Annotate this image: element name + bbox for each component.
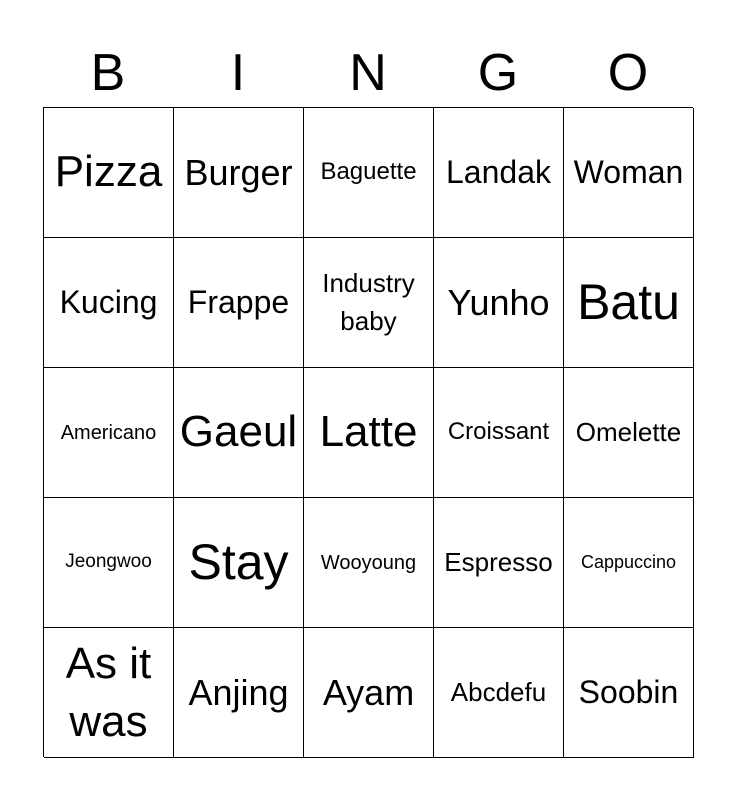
cell-label: Ayam (322, 671, 415, 713)
bingo-board (43, 107, 693, 757)
bingo-cell[interactable] (304, 238, 434, 368)
bingo-cell[interactable] (434, 628, 564, 758)
bingo-cell[interactable] (304, 368, 434, 498)
bingo-cell[interactable] (174, 108, 304, 238)
bingo-cell[interactable] (174, 498, 304, 628)
cell-label: As it was (65, 639, 152, 746)
cell-label: Wooyoung (320, 551, 417, 574)
bingo-header (43, 40, 693, 106)
header-letter-i: I (230, 44, 246, 102)
bingo-cell[interactable] (304, 498, 434, 628)
cell-label: Omelette (575, 416, 682, 447)
cell-label: Woman (573, 154, 684, 191)
bingo-cell[interactable] (564, 238, 694, 368)
cell-label: Americano (60, 421, 157, 444)
header-letter-b: B (90, 44, 126, 102)
cell-label: Latte (319, 407, 418, 457)
bingo-cell[interactable] (564, 368, 694, 498)
cell-label: Frappe (187, 284, 290, 321)
cell-label: Cappuccino (580, 551, 677, 572)
cell-label: Gaeul (179, 407, 298, 457)
cell-label: Batu (577, 274, 680, 330)
cell-label: Pizza (54, 147, 163, 197)
cell-label: Espresso (444, 546, 553, 577)
bingo-cell[interactable] (174, 628, 304, 758)
bingo-cell[interactable] (174, 368, 304, 498)
bingo-cell[interactable] (44, 238, 174, 368)
cell-label: Soobin (578, 674, 679, 711)
cell-label: Yunho (447, 281, 550, 323)
bingo-cell[interactable] (434, 368, 564, 498)
bingo-cell[interactable] (304, 108, 434, 238)
bingo-cell[interactable] (434, 498, 564, 628)
cell-label: Baguette (320, 158, 417, 186)
bingo-cell[interactable] (564, 108, 694, 238)
bingo-cell[interactable] (44, 368, 174, 498)
cell-label: Stay (188, 534, 289, 590)
bingo-cell[interactable] (564, 498, 694, 628)
bingo-cell[interactable] (44, 628, 174, 758)
cell-label: Kucing (59, 284, 158, 321)
bingo-cell[interactable] (44, 498, 174, 628)
cell-label: Jeongwoo (65, 551, 152, 573)
bingo-cell[interactable] (44, 108, 174, 238)
bingo-cell[interactable] (434, 108, 564, 238)
header-letter-n: N (349, 44, 387, 102)
cell-label: Croissant (447, 418, 550, 446)
bingo-cell[interactable] (304, 628, 434, 758)
cell-label: Abcdefu (450, 676, 547, 707)
cell-label: Industry baby (322, 267, 415, 336)
bingo-cell[interactable] (174, 238, 304, 368)
cell-label: Landak (446, 154, 551, 191)
header-letter-g: G (477, 44, 519, 102)
bingo-cell[interactable] (564, 628, 694, 758)
cell-label: Burger (184, 151, 293, 193)
bingo-cell[interactable] (434, 238, 564, 368)
header-letter-o: O (607, 44, 649, 102)
cell-label: Anjing (188, 671, 289, 713)
